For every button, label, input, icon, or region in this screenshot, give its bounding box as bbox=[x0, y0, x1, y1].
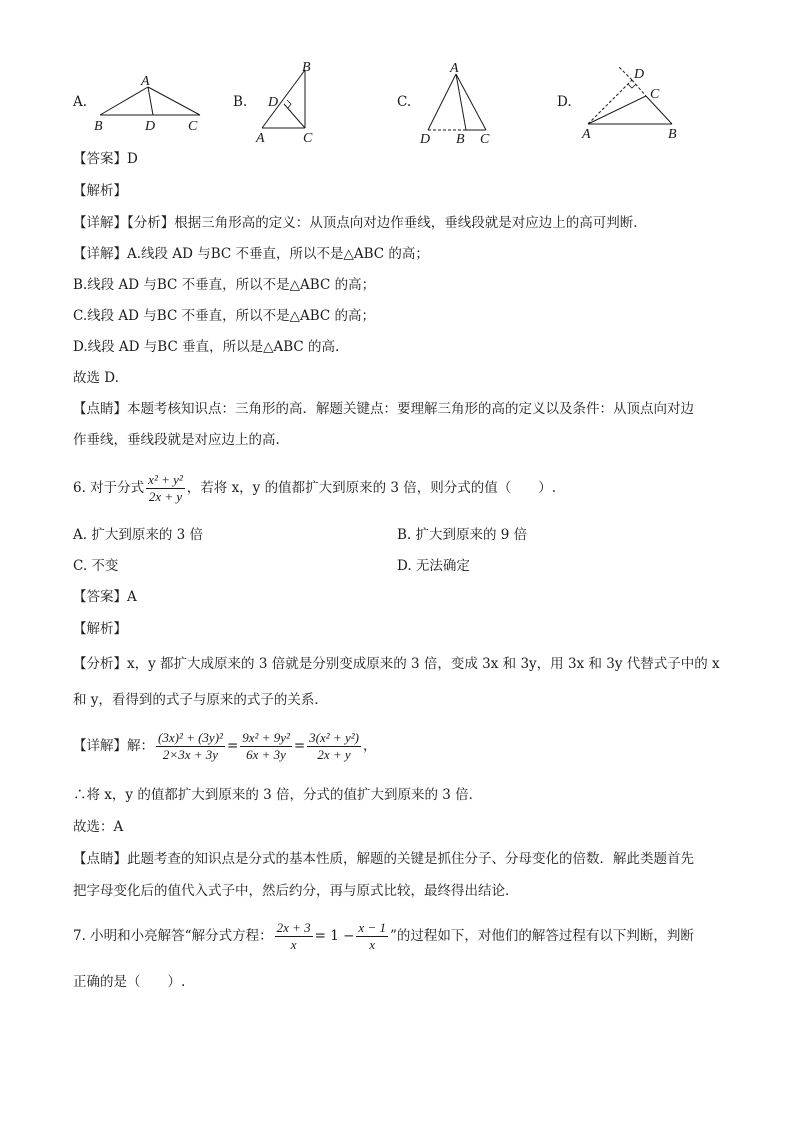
fig-d-label-c: C bbox=[650, 87, 660, 102]
q6-option-d: D. 无法确定 bbox=[397, 558, 470, 574]
q6-suffix: ，若将 x，y 的值都扩大到原来的 3 倍，则分式的值（ ）. bbox=[186, 480, 557, 496]
q6-comment-2: 把字母变化后的值代入式子中，然后约分，再与原式比较，最终得出结论． bbox=[73, 883, 519, 899]
eq-fraction-2: $\frac{\text{9x² + 9y²}}{6x + 3y}$ bbox=[242, 730, 290, 762]
eq-end: ， bbox=[362, 738, 377, 754]
fig-a-label-b: B bbox=[94, 119, 103, 134]
eq-sign-1: = bbox=[226, 738, 239, 754]
q5-detail-2: 【详解】A.线段 AD 与BC 不垂直，所以不是△ABC 的高； bbox=[73, 246, 429, 262]
fig-c-label-c: C bbox=[480, 132, 490, 147]
fig-c-label-a: A bbox=[450, 61, 459, 76]
answer-value: A bbox=[127, 589, 137, 605]
option-c-label: C. bbox=[397, 94, 412, 110]
answer-tag: 【答案】 bbox=[73, 589, 127, 605]
option-a-label: A. bbox=[73, 94, 88, 110]
q6-answer bbox=[73, 588, 137, 606]
figure-d bbox=[576, 58, 686, 148]
q6-stem bbox=[73, 470, 556, 506]
answer-tag: 【答案】 bbox=[73, 151, 127, 167]
fig-a-label-a: A bbox=[141, 74, 150, 89]
q5-comment-2: 作垂线，垂线段就是对应边上的高. bbox=[73, 432, 280, 448]
fig-b-label-b: B bbox=[302, 60, 311, 75]
option-b-label: B. bbox=[233, 94, 248, 110]
q6-option-b: B. 扩大到原来的 9 倍 bbox=[397, 527, 528, 543]
q6-choose: 故选：A bbox=[73, 819, 124, 835]
q5-answer bbox=[73, 150, 138, 168]
fig-b-label-d: D bbox=[268, 95, 279, 110]
q6-detail bbox=[73, 726, 376, 766]
q6-conclusion: ∴将 x，y 的值都扩大到原来的 3 倍，分式的值扩大到原来的 3 倍． bbox=[73, 787, 483, 803]
fig-c-label-d: D bbox=[420, 132, 431, 147]
fig-a-label-d: D bbox=[145, 119, 156, 134]
q7-mid: = 1 − bbox=[314, 928, 355, 944]
q5-line-d: D.线段 AD 与BC 垂直，所以是△ABC 的高. bbox=[73, 339, 340, 355]
q6-analysis-1: 【分析】x，y 都扩大成原来的 3 倍就是分别变成原来的 3 倍，变成 3x 和 3y，用 3x 和 3y 代替式子中的 x bbox=[73, 656, 720, 672]
fig-b-label-a: A bbox=[256, 131, 265, 146]
q5-comment-1: 【点睛】本题考核知识点：三角形的高．解题关键点：要理解三角形的高的定义以及条件：从顶点向对边 bbox=[73, 401, 694, 417]
q6-option-a: A. 扩大到原来的 3 倍 bbox=[73, 527, 204, 543]
q7-lhs-fraction: $\frac{2x + 3}{x}$ bbox=[276, 920, 311, 952]
q6-option-c: C. 不变 bbox=[73, 558, 119, 574]
fig-d-label-b: B bbox=[668, 127, 677, 142]
figure-a bbox=[90, 70, 210, 135]
q6-detail-tag: 【详解】解： bbox=[73, 738, 154, 754]
q6-analysis-2: 和 y，看得到的式子与原来的式子的关系． bbox=[73, 692, 328, 708]
q7-line-2: 正确的是（ ）. bbox=[73, 974, 186, 990]
option-d-label: D. bbox=[557, 94, 572, 110]
q6-fraction: $\frac{\text{x² + y²}}{2x + y}$ bbox=[148, 472, 183, 504]
q6-prefix: 6. 对于分式 bbox=[73, 480, 145, 496]
q5-detail-1: 【详解】【分析】根据三角形高的定义：从顶点向对边作垂线，垂线段就是对应边上的高可判断. bbox=[73, 215, 638, 231]
fig-d-label-d: D bbox=[634, 67, 645, 82]
q5-analysis-tag: 【解析】 bbox=[73, 183, 127, 199]
figure-b bbox=[250, 58, 325, 148]
fig-a-label-c: C bbox=[188, 119, 198, 134]
q7-rhs-fraction: $\frac{x - 1}{x}$ bbox=[358, 920, 386, 952]
eq-fraction-3: $\frac{\text{3(x² + y²)}}{2x + y}$ bbox=[309, 730, 359, 762]
q6-comment-1: 【点睛】此题考查的知识点是分式的基本性质，解题的关键是抓住分子、分母变化的倍数．解此类题首先 bbox=[73, 851, 694, 867]
figure-c bbox=[414, 58, 504, 148]
fig-d-label-a: A bbox=[582, 127, 591, 142]
q5-line-b: B.线段 AD 与BC 不垂直，所以不是△ABC 的高； bbox=[73, 277, 376, 293]
q6-analysis-tag: 【解析】 bbox=[73, 621, 127, 637]
q5-choose: 故选 D. bbox=[73, 370, 119, 386]
fig-c-label-b: B bbox=[456, 132, 465, 147]
eq-sign-2: = bbox=[293, 738, 306, 754]
q7-prefix: 7. 小明和小亮解答“解分式方程： bbox=[73, 928, 273, 944]
q5-line-c: C.线段 AD 与BC 不垂直，所以不是△ABC 的高； bbox=[73, 308, 376, 324]
eq-fraction-1: $\frac{\text{(3x)² + (3y)²}}{2\times 3x + 3y}$ bbox=[158, 730, 223, 762]
q7-stem bbox=[73, 918, 694, 954]
q7-suffix: ”的过程如下，对他们的解答过程有以下判断，判断 bbox=[389, 928, 694, 944]
fig-b-label-c: C bbox=[303, 131, 313, 146]
answer-value: D bbox=[127, 151, 138, 167]
